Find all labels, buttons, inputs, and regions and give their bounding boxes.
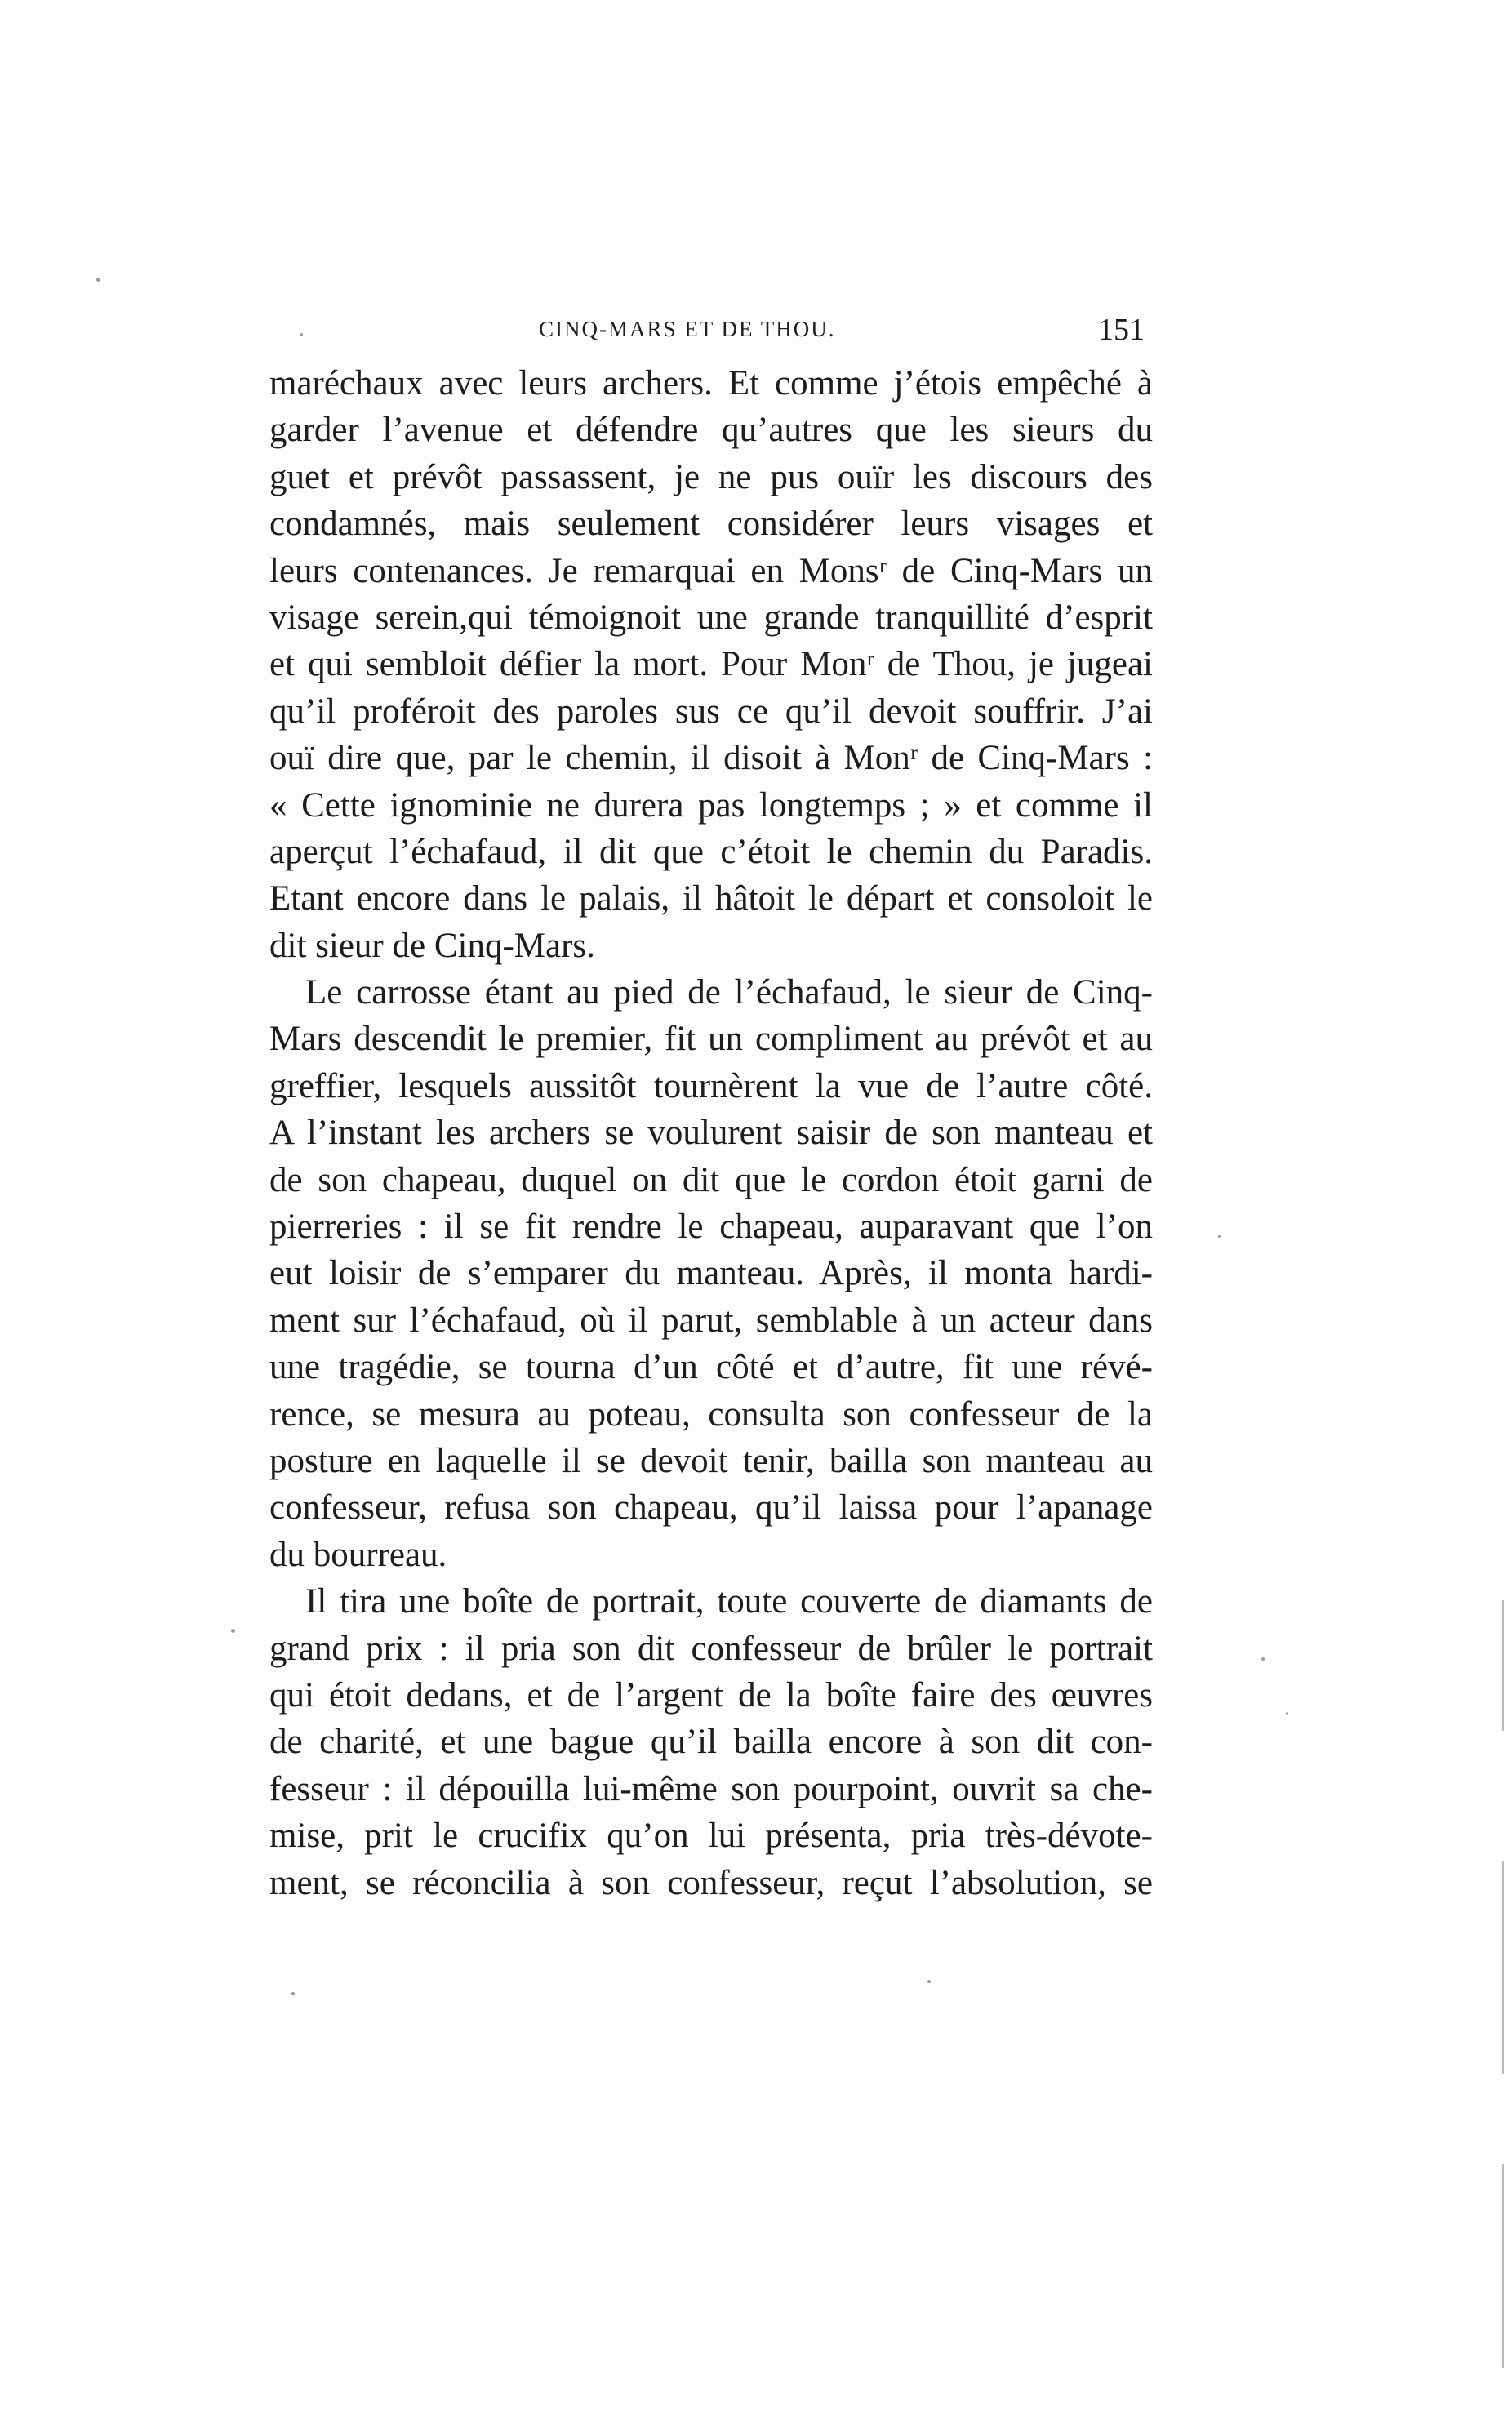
- paragraph-3: [269, 1578, 1153, 1906]
- scan-speck: [231, 1629, 235, 1633]
- scan-speck: [1261, 1657, 1265, 1661]
- text-line: visage serein,qui témoignoit une grande tranquillité d’esprit: [269, 598, 1153, 637]
- scan-speck: [300, 333, 303, 336]
- text-line: Le carrosse étant au pied de l’échafaud, le sieur de Cinq-: [305, 973, 1153, 1012]
- text-line: de charité, et une bague qu’il bailla encore à son dit con-: [269, 1723, 1153, 1762]
- running-head: [269, 313, 1145, 366]
- text-line: mise, prit le crucifix qu’on lui présenta, pria très-dévote-: [269, 1817, 1153, 1856]
- paragraph-2: [269, 969, 1153, 1578]
- text-line: rence, se mesura au poteau, consulta son confesseur de la: [269, 1394, 1153, 1434]
- page-edge-shadow: [1502, 1861, 1504, 2074]
- text-line: pierreries : il se fit rendre le chapeau, auparavant que l’on: [269, 1208, 1153, 1247]
- paragraph-1: [269, 360, 1153, 969]
- text-line: garder l’avenue et défendre qu’autres que les sieurs du: [269, 411, 1153, 450]
- scan-speck: [291, 1992, 295, 1995]
- text-line: ment sur l’échafaud, où il parut, semblable à un acteur dans: [269, 1301, 1153, 1340]
- text-line: Etant encore dans le palais, il hâtoit le départ et consoloit le: [269, 879, 1153, 918]
- text-line: eut loisir de s’emparer du manteau. Après, il monta hardi-: [269, 1254, 1153, 1293]
- text-line: grand prix : il pria son dit confesseur de brûler le portrait: [269, 1629, 1153, 1668]
- text-line: de son chapeau, duquel on dit que le cordon étoit garni de: [269, 1160, 1153, 1199]
- text-line: aperçut l’échafaud, il dit que c’étoit le chemin du Paradis.: [269, 832, 1153, 871]
- text-line: une tragédie, se tourna d’un côté et d’autre, fit une révé-: [269, 1348, 1153, 1387]
- text-line: maréchaux avec leurs archers. Et comme j’étois empêché à: [269, 364, 1153, 403]
- text-line: « Cette ignominie ne durera pas longtemps ; » et comme il: [269, 785, 1153, 825]
- text-line: greffier, lesquels aussitôt tournèrent la vue de l’autre côté.: [269, 1066, 1153, 1105]
- page-number: 151: [1098, 313, 1145, 347]
- scan-speck: [1286, 1712, 1288, 1715]
- text-line: Il tira une boîte de portrait, toute couverte de diamants de: [305, 1582, 1153, 1621]
- text-line: qui étoit dedans, et de l’argent de la boîte faire des œuvres: [269, 1675, 1153, 1715]
- text-line: qu’il proféroit des paroles sus ce qu’il devoit souffrir. J’ai: [269, 692, 1153, 731]
- text-line: ment, se réconcilia à son confesseur, reçut l’absolution, se: [269, 1863, 1153, 1902]
- text-line: condamnés, mais seulement considérer leurs visages et: [269, 505, 1153, 544]
- page-edge-shadow: [1502, 2164, 1504, 2368]
- text-line: fesseur : il dépouilla lui-même son pourpoint, ouvrit sa che-: [269, 1769, 1153, 1808]
- running-title: CINQ-MARS ET DE THOU.: [539, 317, 836, 341]
- text-line: leurs contenances. Je remarquai en Monsʳ de Cinq-Mars un: [269, 551, 1153, 590]
- text-line: posture en laquelle il se devoit tenir, bailla son manteau au: [269, 1441, 1153, 1480]
- text-line: dit sieur de Cinq-Mars.: [269, 926, 595, 965]
- page-edge-shadow: [1502, 1600, 1504, 1731]
- scan-speck: [927, 1980, 931, 1983]
- scan-speck: [1218, 1235, 1221, 1238]
- body-text: [269, 360, 1153, 1906]
- text-line: du bourreau.: [269, 1535, 447, 1574]
- scan-speck: [96, 278, 100, 282]
- text-line: Mars descendit le premier, fit un compliment au prévôt et au: [269, 1020, 1153, 1059]
- text-line: guet et prévôt passassent, je ne pus ouïr les discours des: [269, 457, 1153, 496]
- text-line: A l’instant les archers se voulurent saisir de son manteau et: [269, 1114, 1153, 1153]
- text-line: et qui sembloit défier la mort. Pour Monʳ de Thou, je jugeai: [269, 645, 1153, 684]
- text-line: confesseur, refusa son chapeau, qu’il laissa pour l’apanage: [269, 1488, 1153, 1528]
- text-line: ouï dire que, par le chemin, il disoit à Monʳ de Cinq-Mars :: [269, 739, 1153, 778]
